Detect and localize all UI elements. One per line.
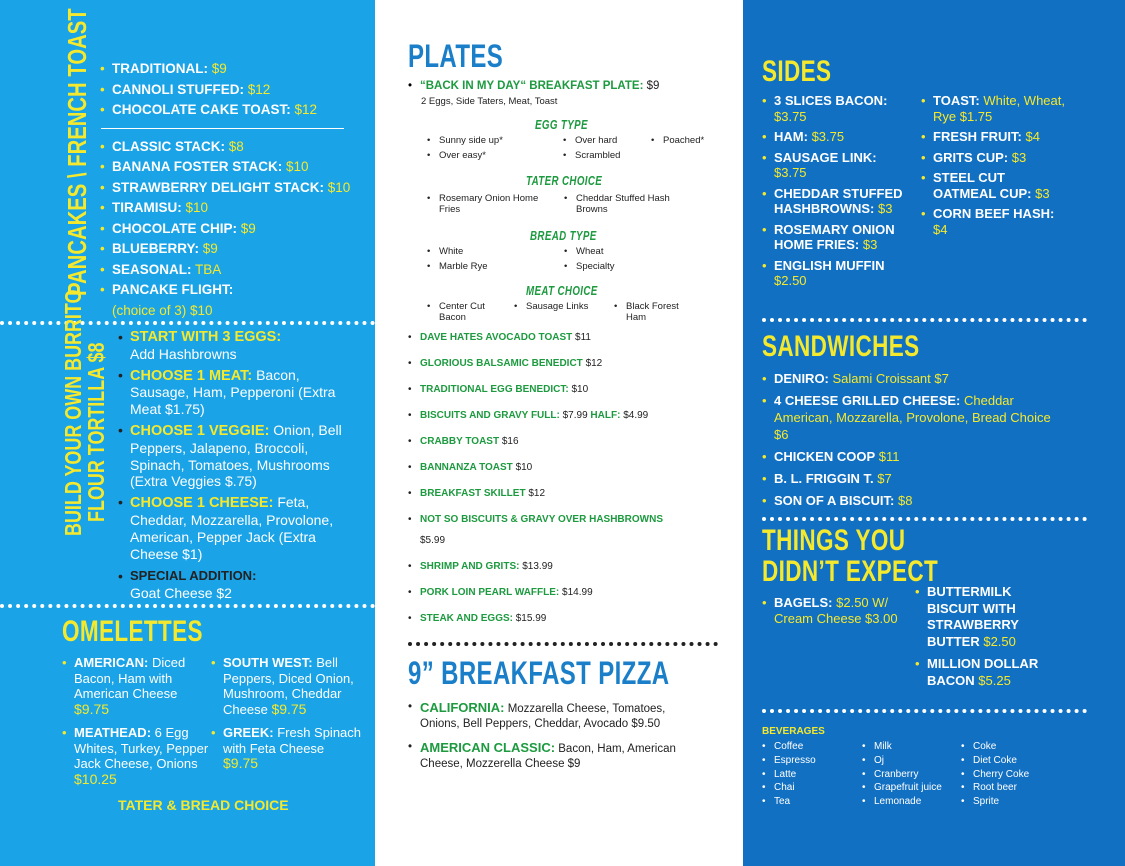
beverage-item: • Root beer (961, 781, 1029, 795)
divider (762, 517, 1087, 521)
omelette-desc: Diced Bacon, Ham with American Cheese (74, 655, 186, 701)
plate-name: DAVE HATES AVOCADO TOAST (420, 332, 573, 343)
item-name: CANNOLI STUFFED: (112, 81, 244, 97)
beverage-item: • Coffee (762, 740, 816, 754)
option-bread: • Specialty (564, 262, 659, 273)
side-name: FRESH FRUIT: (933, 129, 1022, 144)
burrito-step (118, 367, 358, 418)
omelette-name: SOUTH WEST: (223, 655, 313, 670)
side-name: 3 SLICES BACON: (774, 93, 888, 108)
burrito-step (118, 494, 358, 562)
beverage-item: • Cranberry (862, 768, 942, 782)
side-item (921, 170, 1071, 201)
side-price: $3 (878, 201, 893, 216)
burrito-step (118, 422, 358, 490)
step-name: • START WITH 3 EGGS: (130, 329, 282, 345)
beverage-item: • Sprite (961, 795, 1029, 809)
pizza-name: AMERICAN CLASSIC: (420, 740, 556, 755)
side-price: $3.75 (811, 129, 845, 144)
item-price: $8 (228, 138, 244, 154)
plates-heading: PLATES (408, 38, 504, 74)
item-name: TIRAMISU: (112, 200, 182, 215)
plate-item (408, 410, 738, 436)
plate-name: BISCUITS AND GRAVY FULL: (420, 410, 560, 421)
step-desc: Feta, Cheddar, Mozzarella, Provolone, American, Pepper Jack (Extra Cheese $1) (130, 494, 334, 562)
unexpected-item (915, 656, 1060, 689)
pizza-item (408, 740, 708, 772)
item-price: $12 (294, 102, 318, 117)
sandwich-name: DENIRO: (774, 371, 829, 386)
step-desc: Goat Cheese $2 (130, 585, 232, 602)
item-price: $10 (185, 200, 209, 215)
beverage-item: • Chai (762, 781, 816, 795)
sides-heading: SIDES (762, 55, 832, 88)
side-price: White, Wheat, Rye $1.75 (933, 93, 1065, 124)
pizza-list (408, 700, 708, 780)
omelette-item (211, 725, 361, 772)
sandwich-desc: Cheddar American, Mozzarella, Provolone, Bread Choice $6 (774, 393, 1051, 442)
unexpected-desc: $2.50 W/ Cream Cheese $3.00 (774, 595, 898, 626)
plate-name: PORK LOIN PEARL WAFFLE: (420, 587, 560, 598)
sandwich-item (762, 370, 1062, 387)
burrito-step (118, 568, 358, 602)
side-item (921, 93, 1071, 124)
option-tater: • Cheddar Stuffed Hash Browns (564, 194, 694, 215)
plate-price: $12 (528, 488, 546, 499)
plate-price: $12 (585, 358, 603, 369)
beverage-item: • Grapefruit juice (862, 781, 942, 795)
option-egg: • Scrambled (563, 151, 658, 162)
plate-price: $11 (575, 332, 591, 343)
side-name: TOAST: (933, 93, 980, 108)
omelette-price: $9.75 (74, 700, 110, 717)
unexpected-item (762, 595, 907, 627)
side-name: HAM: (774, 129, 808, 144)
side-item (762, 258, 912, 289)
item-name: BANANA FOSTER STACK: (112, 159, 283, 174)
unexpected-name: BUTTERMILK BISCUIT WITH STRAWBERRY BUTTER (927, 584, 1019, 649)
option-meat: • Black Forest Ham (614, 302, 689, 323)
item-name: TRADITIONAL: (112, 61, 208, 76)
side-item (762, 150, 912, 181)
plate-name: SHRIMP AND GRITS: (420, 561, 520, 572)
unexpected-left (762, 595, 907, 633)
unexpected-heading (762, 525, 938, 587)
beverages-col2 (862, 740, 942, 809)
sides-left (762, 93, 912, 294)
side-price: $2.50 (774, 273, 807, 288)
unexpected-name: MILLION DOLLAR BACON (927, 656, 1039, 688)
item-price: (choice of 3) $10 (112, 302, 213, 318)
step-name: CHOOSE 1 VEGGIE: (130, 422, 270, 439)
plate-item (408, 332, 738, 358)
beverage-item: • Latte (762, 768, 816, 782)
menu-item (100, 137, 370, 158)
side-item (762, 93, 912, 124)
side-price: $3 (862, 237, 878, 252)
side-price: $3.75 (774, 108, 807, 124)
option-egg: • Over easy* (427, 151, 522, 162)
menu-item (100, 100, 370, 121)
menu-item (100, 260, 370, 281)
menu-item (100, 59, 370, 80)
item-price: $10 (286, 159, 309, 174)
unexpected-name: BAGELS: (774, 595, 833, 610)
option-bread: • Wheat (564, 247, 659, 258)
beverages-col3 (961, 740, 1029, 809)
sandwiches-list (762, 370, 1062, 514)
item-name: CHOCOLATE CHIP: (112, 220, 237, 236)
step-desc: Bacon, Sausage, Ham, Pepperoni (Extra Meat $1.75) (130, 366, 336, 418)
middle-panel (375, 0, 743, 866)
sandwich-name: SON OF A BISCUIT: (774, 493, 895, 508)
left-panel (0, 0, 375, 866)
step-desc: Add Hashbrowns (130, 345, 237, 362)
item-price: $9 (240, 220, 256, 236)
sandwich-name: CHICKEN COOP (774, 449, 876, 464)
meat-choice-title: MEAT CHOICE (526, 283, 598, 298)
right-panel (743, 0, 1125, 866)
side-price: $4 (933, 221, 948, 237)
side-name: ENGLISH MUFFIN (774, 257, 885, 273)
side-price: $3 (1011, 149, 1027, 165)
menu-item (100, 239, 370, 260)
sandwich-desc: $8 (898, 493, 913, 508)
plate-price: $10 (515, 462, 533, 473)
step-name: • SPECIAL ADDITION: (130, 568, 257, 584)
plate-item (408, 514, 738, 561)
tater-bread-choice: TATER & BREAD CHOICE (118, 797, 289, 813)
sandwich-desc: $7 (877, 471, 892, 486)
omelette-item (211, 655, 361, 717)
plate-name: NOT SO BISCUITS & GRAVY OVER HASHBROWNS (420, 514, 663, 525)
unexpected-item (915, 584, 1060, 650)
item-name: CHOCOLATE CAKE TOAST: (112, 102, 291, 117)
main-plate-name: “BACK IN MY DAY“ BREAKFAST PLATE: (420, 80, 644, 92)
side-name: CORN BEEF HASH: (933, 206, 1055, 221)
step-name: CHOOSE 1 CHEESE: (130, 495, 274, 512)
side-price: $3 (1035, 185, 1050, 201)
option-egg: • Sunny side up* (427, 136, 522, 147)
item-price: $9 (211, 61, 227, 76)
main-plate-price: $9 (646, 80, 660, 92)
plate-item (408, 436, 738, 462)
side-item (762, 186, 912, 217)
unexpected-heading-line1: THINGS YOU (762, 524, 906, 557)
side-item (921, 129, 1071, 145)
omelette-name: AMERICAN: (74, 655, 149, 670)
omelettes-left (62, 655, 212, 795)
sandwich-item (762, 470, 1062, 487)
plate-price: $16 (501, 436, 519, 447)
menu-item (100, 219, 370, 240)
item-name: PANCAKE FLIGHT: (112, 282, 234, 297)
sandwiches-heading: SANDWICHES (762, 330, 920, 363)
burrito-heading (62, 289, 108, 536)
divider (0, 604, 375, 608)
pancakes-list (100, 59, 370, 321)
side-item (762, 222, 912, 253)
side-item (921, 150, 1071, 166)
omelette-name: GREEK: (223, 725, 274, 740)
plate-price: $5.99 (420, 535, 446, 546)
option-egg: • Poached* (651, 136, 746, 147)
omelette-desc: Fresh Spinach with Feta Cheese (223, 725, 362, 756)
plate-extra: HALF: (590, 410, 621, 421)
egg-type-title: EGG TYPE (535, 117, 588, 132)
item-name: CLASSIC STACK: (112, 138, 225, 154)
item-name: BLUEBERRY: (112, 241, 199, 256)
menu-item (100, 280, 370, 321)
item-price: $10 (327, 179, 351, 195)
divider (762, 709, 1087, 713)
divider (0, 321, 375, 325)
tater-choice-title: TATER CHOICE (526, 173, 603, 188)
omelette-item (62, 655, 212, 717)
item-price: TBA (195, 261, 222, 277)
main-plate (408, 80, 728, 107)
plate-extra-price: $4.99 (623, 410, 649, 421)
sandwich-item (762, 492, 1062, 509)
unexpected-desc: $2.50 (983, 633, 1016, 649)
pizza-heading: 9” BREAKFAST PIZZA (408, 655, 670, 691)
plate-item (408, 384, 738, 410)
sandwich-item (762, 392, 1062, 443)
item-price: $12 (247, 81, 271, 97)
item-price: $9 (202, 241, 218, 256)
plate-name: CRABBY TOAST (420, 436, 500, 447)
plate-price: $15.99 (515, 613, 547, 624)
sides-right (921, 93, 1071, 242)
plate-price: $13.99 (522, 561, 553, 572)
option-meat: • Sausage Links (514, 302, 589, 313)
sandwich-desc: $11 (878, 449, 900, 464)
step-desc: Onion, Bell Peppers, Jalapeno, Broccoli, Spinach, Tomatoes, Mushrooms (Extra Veggies $.75) (130, 421, 342, 490)
option-bread: • White (427, 247, 522, 258)
sandwich-desc: Salami Croissant $7 (832, 371, 949, 386)
item-name: SEASONAL: (112, 261, 192, 277)
side-name: GRITS CUP: (933, 149, 1009, 165)
menu-item (100, 80, 370, 101)
option-egg: • Over hard (563, 136, 658, 147)
beverage-item: • Oj (862, 754, 942, 768)
sandwich-name: 4 CHEESE GRILLED CHEESE: (774, 393, 961, 408)
plate-item (408, 358, 738, 384)
omelettes-heading: OMELETTES (62, 615, 203, 648)
menu-item (100, 157, 370, 178)
side-item (921, 206, 1071, 237)
side-price: $3.75 (774, 165, 807, 180)
beverage-item: • Coke (961, 740, 1029, 754)
plate-item (408, 462, 738, 488)
omelette-price: $9.75 (271, 700, 307, 717)
sandwich-item (762, 448, 1062, 465)
plate-price: $10 (571, 384, 589, 395)
unexpected-desc: $5.25 (978, 672, 1011, 688)
omelette-price: $9.75 (223, 755, 259, 771)
beverage-item: • Cherry Coke (961, 768, 1029, 782)
plate-name: GLORIOUS BALSAMIC BENEDICT (420, 358, 583, 369)
option-meat: • Center Cut Bacon (427, 302, 502, 323)
side-name: STEEL CUT OATMEAL CUP: (933, 170, 1032, 201)
omelette-desc: Bell Peppers, Diced Onion, Mushroom, Cheddar Cheese (223, 655, 354, 717)
side-name: ROSEMARY ONION HOME FRIES: (774, 221, 895, 252)
pizza-item (408, 700, 708, 732)
item-name: STRAWBERRY DELIGHT STACK: (112, 179, 324, 195)
pancakes-heading: PANCAKES \ FRENCH TOAST (62, 8, 92, 297)
omelette-desc: 6 Egg Whites, Turkey, Pepper Jack Cheese, Onions (74, 725, 209, 771)
divider (408, 642, 718, 646)
side-item (762, 129, 912, 145)
beverage-item: • Lemonade (862, 795, 942, 809)
side-name: CHEDDAR STUFFED HASHBROWNS: (774, 185, 903, 216)
main-plate-desc: 2 Eggs, Side Taters, Meat, Toast (421, 96, 558, 107)
plate-item (408, 488, 738, 514)
plate-price: $7.99 (562, 410, 588, 421)
pizza-desc: Bacon, Ham, American Cheese, Mozzerella Cheese $9 (420, 743, 676, 770)
bread-type-title: BREAD TYPE (530, 228, 597, 243)
omelette-price: $10.25 (74, 770, 117, 787)
beverage-item: • Tea (762, 795, 816, 809)
beverage-item: • Milk (862, 740, 942, 754)
side-price: $4 (1025, 129, 1040, 144)
divider (762, 318, 1087, 322)
omelette-item (62, 725, 212, 787)
plate-item (408, 587, 738, 613)
menu-item (100, 178, 370, 199)
unexpected-right (915, 584, 1060, 695)
pizza-desc: Mozzarella Cheese, Tomatoes, Onions, Bell Peppers, Cheddar, Avocado $9.50 (420, 703, 666, 730)
plate-name: TRADITIONAL EGG BENEDICT: (420, 384, 569, 395)
burrito-heading-line1: BUILD YOUR OWN BURRITO (60, 289, 86, 536)
plate-name: BREAKFAST SKILLET (420, 488, 526, 499)
pizza-name: CALIFORNIA: (420, 700, 505, 715)
option-bread: • Marble Rye (427, 262, 522, 273)
option-tater: • Rosemary Onion Home Fries (427, 194, 557, 215)
burrito-heading-line2: FLOUR TORTILLA $8 (83, 342, 109, 522)
plate-item (408, 561, 738, 587)
omelettes-right (211, 655, 361, 780)
plate-name: STEAK AND EGGS: (420, 613, 513, 624)
burrito-list (118, 329, 358, 606)
beverages-col1 (762, 740, 816, 809)
omelette-name: MEATHEAD: (74, 725, 152, 740)
menu-item (100, 198, 370, 219)
unexpected-heading-line2: DIDN’T EXPECT (762, 555, 939, 588)
step-name: CHOOSE 1 MEAT: (130, 367, 253, 384)
plate-price: $14.99 (562, 587, 593, 598)
sandwich-name: B. L. FRIGGIN T. (774, 471, 874, 486)
beverage-item: • Espresso (762, 754, 816, 768)
side-name: SAUSAGE LINK: (774, 149, 877, 165)
plates-list (408, 332, 738, 639)
beverages-heading: BEVERAGES (762, 726, 825, 737)
burrito-step (118, 329, 358, 363)
beverage-item: • Diet Coke (961, 754, 1029, 768)
plate-item (408, 613, 738, 639)
plate-name: BANNANZA TOAST (420, 462, 513, 473)
